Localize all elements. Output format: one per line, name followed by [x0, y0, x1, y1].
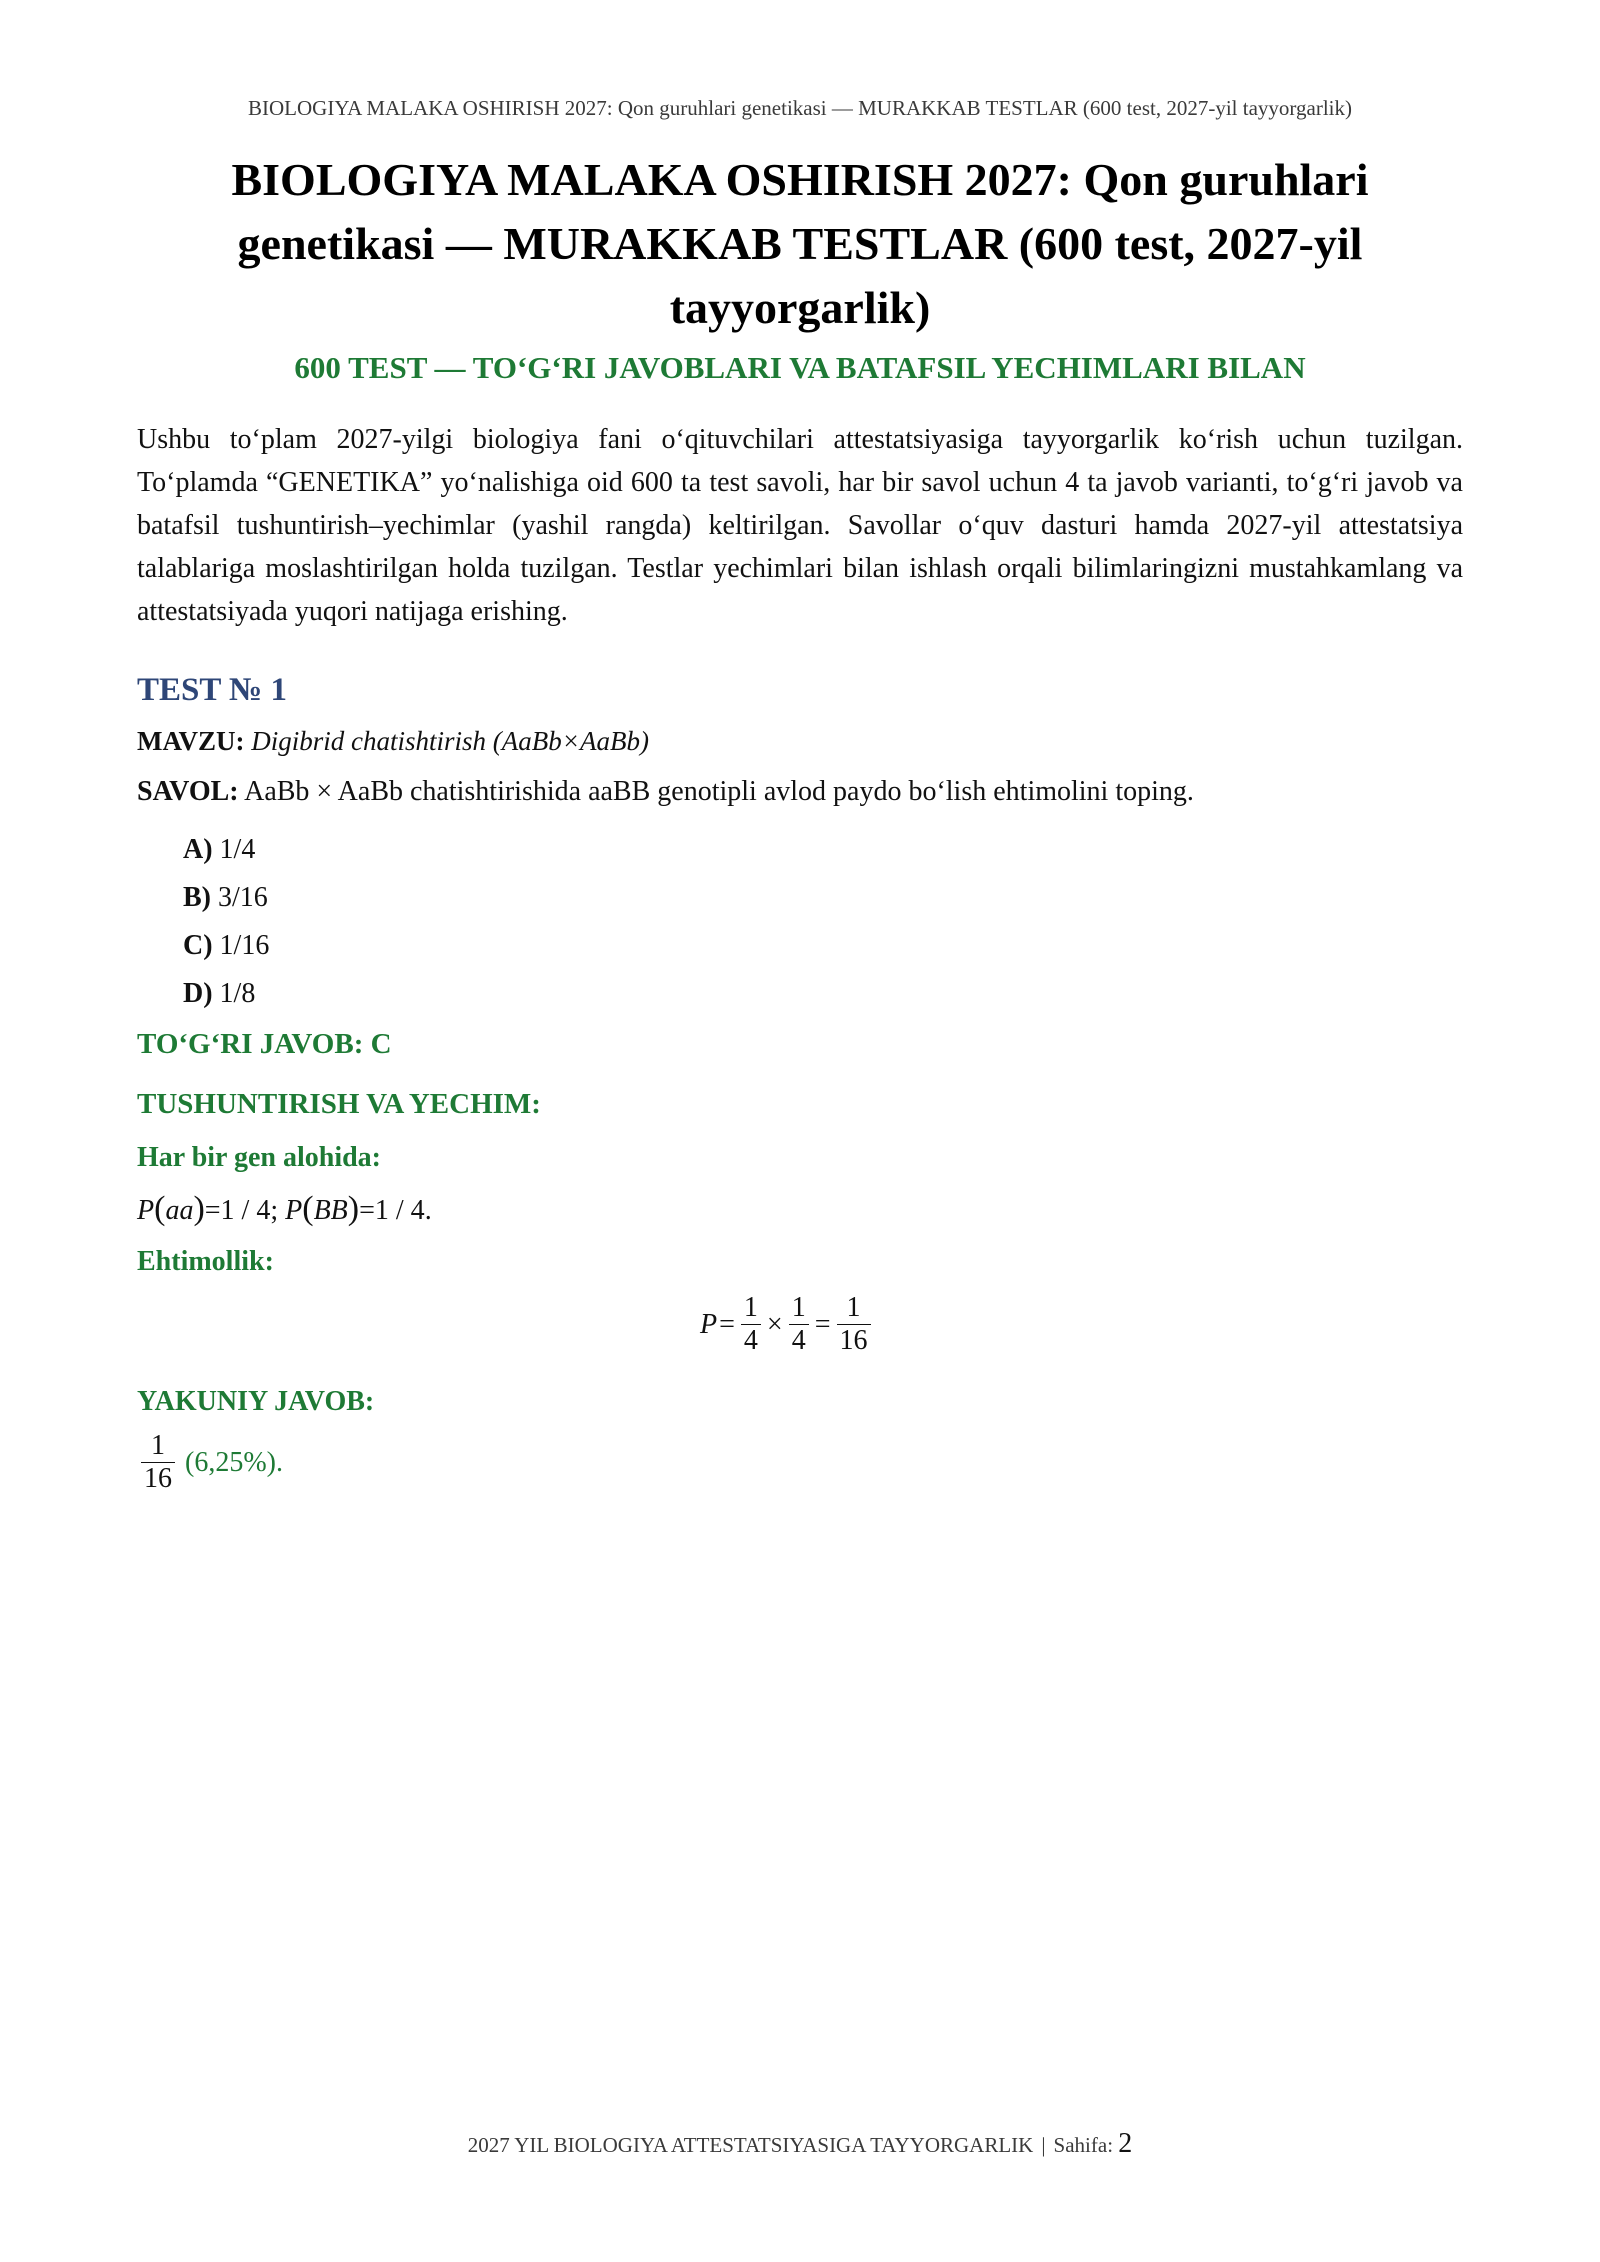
- option-value: 1/8: [219, 978, 256, 1009]
- option-value: 1/16: [219, 930, 270, 961]
- probability-heading: Ehtimollik:: [137, 1246, 274, 1277]
- topic-value: Digibrid chatishtirish (AaBb×AaBb): [251, 726, 649, 756]
- numerator: 1: [151, 1430, 165, 1461]
- formula-symbol: P: [285, 1195, 303, 1226]
- fraction-1: [741, 1292, 761, 1357]
- page-number: 2: [1118, 2128, 1133, 2159]
- denominator: 16: [837, 1324, 871, 1357]
- topic-line: [137, 726, 649, 757]
- final-fraction: [141, 1430, 175, 1495]
- equals-sign: =: [814, 1308, 831, 1340]
- formula-value: =1 / 4: [204, 1195, 271, 1226]
- topic-label: MAVZU:: [137, 726, 245, 756]
- fraction-2: [789, 1292, 809, 1357]
- formula-genotype: BB: [313, 1195, 348, 1226]
- intro-paragraph: Ushbu to‘plam 2027-yilgi biologiya fani o‘qituvchilari attestatsiyasiga tayyorgarlik ko‘rish uchun tuzilgan. To‘plamda “GENETIKA” yo‘nalishiga oid 600 ta test savoli, har bir savol uchun 4 ta javob varianti, to‘g‘ri javob va batafsil tushuntirish–yechimlar (yashil rangda) keltirilgan. Savollar o‘quv dasturi hamda 2027-yil attestatsiya talablariga moslashtirilgan holda tuzilgan. Testlar yechimlari bilan ishlash orqali bilimlaringizni mustahkamlang va attestatsiyada yuqori natijaga erishing.: [137, 424, 1463, 627]
- document-title: BIOLOGIYA MALAKA OSHIRISH 2027: Qon guruhlari genetikasi — MURAKKAB TESTLAR (600 test, 2027-yil tayyorgarlik): [231, 154, 1369, 333]
- option-a: [183, 830, 269, 878]
- numerator: 1: [846, 1292, 861, 1323]
- numerator: 1: [743, 1292, 758, 1323]
- explanation-heading: TUSHUNTIRISH VA YECHIM:: [137, 1088, 541, 1120]
- denominator: 4: [741, 1324, 761, 1357]
- gene-probability-formula: P(aa)=1 / 4; P(BB)=1 / 4.: [137, 1190, 432, 1227]
- final-answer: [137, 1430, 283, 1495]
- final-percent: (6,25%).: [185, 1446, 283, 1478]
- denominator: 4: [789, 1324, 809, 1357]
- option-b: [183, 878, 269, 926]
- question-text: AaBb × AaBb chatishtirishida aaBB genotipli avlod paydo bo‘lish ehtimolini toping.: [244, 776, 1194, 807]
- formula-symbol: P: [137, 1195, 155, 1226]
- probability-equation: [700, 1292, 875, 1357]
- option-value: 1/4: [219, 834, 256, 865]
- option-letter: B): [183, 882, 211, 913]
- gene-heading: Har bir gen alohida:: [137, 1142, 382, 1173]
- option-letter: D): [183, 978, 213, 1009]
- equals-sign: =: [719, 1308, 735, 1340]
- fraction-result: [837, 1292, 871, 1357]
- equation-lhs: P: [700, 1308, 718, 1340]
- numerator: 1: [791, 1292, 806, 1323]
- times-sign: ×: [766, 1308, 783, 1340]
- running-header: BIOLOGIYA MALAKA OSHIRISH 2027: Qon guruhlari genetikasi — MURAKKAB TESTLAR (600 test, 2027-yil tayyorgarlik): [248, 96, 1352, 120]
- question-line: [137, 776, 1194, 808]
- question-label: SAVOL:: [137, 776, 239, 807]
- document-subtitle: 600 TEST — TO‘G‘RI JAVOBLARI VA BATAFSIL YECHIMLARI BILAN: [294, 350, 1306, 385]
- test-heading: TEST № 1: [137, 672, 287, 708]
- final-answer-heading: YAKUNIY JAVOB:: [137, 1386, 375, 1417]
- option-value: 3/16: [218, 882, 268, 913]
- formula-end: .: [424, 1195, 432, 1226]
- footer-separator: |: [1041, 2133, 1046, 2157]
- option-letter: A): [183, 834, 213, 865]
- correct-answer: TO‘G‘RI JAVOB: C: [137, 1028, 392, 1060]
- formula-separator: ;: [270, 1195, 279, 1226]
- page-footer: [0, 2128, 1600, 2160]
- page-label: Sahifa:: [1053, 2133, 1114, 2157]
- formula-genotype: aa: [165, 1195, 194, 1226]
- answer-options: [183, 830, 269, 1022]
- formula-value: =1 / 4: [359, 1195, 425, 1226]
- denominator: 16: [141, 1462, 175, 1495]
- option-c: [183, 926, 269, 974]
- option-d: [183, 974, 269, 1022]
- footer-text: 2027 YIL BIOLOGIYA ATTESTATSIYASIGA TAYYORGARLIK: [467, 2133, 1034, 2157]
- option-letter: C): [183, 930, 213, 961]
